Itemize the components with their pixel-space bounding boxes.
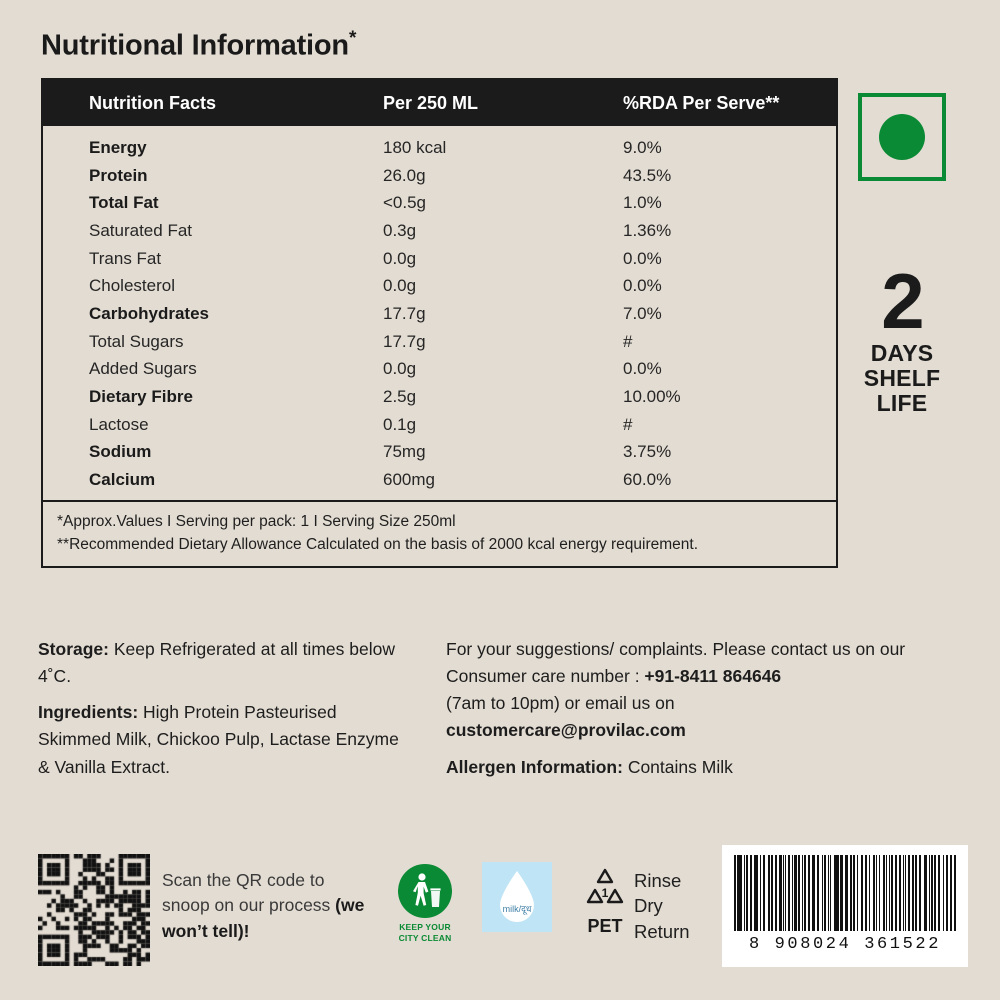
nutrient-rda: 10.00% — [623, 387, 681, 407]
nutrient-name: Dietary Fibre — [89, 387, 193, 407]
footnote-1: *Approx.Values I Serving per pack: 1 I Serving Size 250ml — [57, 512, 456, 530]
page-title-text: Nutritional Information — [41, 29, 349, 62]
nutrient-name: Calcium — [89, 470, 156, 490]
nutrient-name: Lactose — [89, 414, 149, 434]
barcode-bars — [734, 855, 956, 931]
table-row — [89, 162, 836, 190]
page-title — [41, 28, 356, 63]
contact-and-allergen — [446, 636, 976, 790]
nutrient-value: 0.1g — [383, 414, 417, 434]
nutrient-rda: 0.0% — [623, 359, 662, 379]
contact-phone: +91-8411 864646 — [644, 666, 782, 687]
page-title-asterisk: * — [348, 28, 357, 49]
nutrient-value: 0.0g — [383, 359, 417, 379]
nutrient-rda: 9.0% — [623, 137, 662, 157]
column-header-name: Nutrition Facts — [89, 92, 217, 113]
nutrient-value: 17.7g — [383, 303, 426, 323]
keep-clean-line1: KEEP YOUR — [399, 922, 451, 932]
table-row — [89, 466, 836, 494]
table-row — [89, 189, 836, 217]
nutrient-name: Saturated Fat — [89, 220, 193, 240]
nutrient-rda: 43.5% — [623, 165, 672, 185]
nutrient-name: Carbohydrates — [89, 303, 209, 323]
allergen-label: Allergen Information: — [446, 756, 623, 777]
nutrient-value: 600mg — [383, 470, 435, 490]
nutrition-facts-panel — [41, 78, 838, 568]
nutrient-value: 17.7g — [383, 331, 426, 351]
nutrient-name: Added Sugars — [89, 359, 197, 379]
table-row — [89, 439, 836, 467]
nutrient-name: Total Fat — [89, 193, 159, 213]
allergen-paragraph — [446, 754, 976, 781]
shelf-life-number: 2 — [881, 257, 923, 345]
recycle-number: 1 — [601, 886, 609, 900]
milk-droplet-badge — [482, 862, 552, 932]
nutrient-value: 2.5g — [383, 387, 417, 407]
person-bin-glyph — [398, 864, 452, 918]
keep-clean-line2: CITY CLEAN — [398, 932, 452, 943]
nutrient-rda: # — [623, 331, 633, 351]
contact-paragraph — [446, 636, 976, 745]
nutrient-rda: # — [623, 414, 633, 434]
ingredients-text: High Protein Pasteurised Skimmed Milk, Chickoo Pulp, Lactase Enzyme & Vanilla Extract. — [38, 702, 399, 777]
footnote-2: **Recommended Dietary Allowance Calculated on the basis of 2000 kcal energy requirement. — [57, 536, 699, 554]
table-row — [89, 134, 836, 162]
shelf-life-badge — [852, 257, 952, 416]
qr-caption — [162, 868, 387, 944]
nutrient-name: Sodium — [89, 442, 152, 462]
nutrient-value: 180 kcal — [383, 137, 447, 157]
nutrient-name: Energy — [89, 137, 147, 157]
nutrient-value: <0.5g — [383, 193, 427, 213]
water-drop-icon — [482, 862, 552, 932]
nutrient-value: 26.0g — [383, 165, 426, 185]
recycle-line-2: Dry — [634, 895, 663, 917]
table-row — [89, 411, 836, 439]
contact-email: customercare@provilac.com — [446, 720, 686, 741]
table-row — [89, 328, 836, 356]
nutrient-name: Cholesterol — [89, 276, 175, 296]
vegetarian-mark-icon — [858, 93, 946, 181]
table-row — [89, 217, 836, 245]
qr-code-canvas[interactable] — [38, 854, 150, 966]
nutrient-value: 0.0g — [383, 248, 417, 268]
barcode — [722, 845, 968, 967]
contact-hours: (7am to 10pm) or email us on — [446, 693, 675, 714]
pet-label: PET — [587, 916, 623, 936]
table-row — [89, 383, 836, 411]
barcode-digits: 8 908024 361522 — [748, 935, 942, 954]
nutrient-rda: 3.75% — [623, 442, 672, 462]
nutrient-name: Trans Fat — [89, 248, 162, 268]
milk-icon-text: milk/दूध — [502, 904, 532, 914]
ingredients-label: Ingredients: — [38, 702, 139, 723]
nutrient-rda: 7.0% — [623, 303, 662, 323]
recycle-icon — [582, 866, 628, 910]
keep-city-clean-badge — [392, 864, 458, 943]
nutrient-rda: 1.0% — [623, 193, 662, 213]
column-header-per-serving: Per 250 ML — [383, 92, 479, 113]
ingredients-paragraph — [38, 699, 408, 780]
person-bin-icon — [398, 864, 452, 918]
column-header-rda: %RDA Per Serve** — [623, 92, 780, 113]
shelf-life-shelf: SHELF — [863, 365, 941, 391]
pet-recycle-badge — [578, 866, 632, 937]
qr-caption-line2: snoop on our process — [162, 895, 336, 916]
shelf-life-life: LIFE — [876, 390, 928, 416]
storage-label: Storage: — [38, 639, 109, 659]
nutrient-name: Total Sugars — [89, 331, 184, 351]
table-row — [89, 356, 836, 384]
nutrient-rda: 0.0% — [623, 248, 662, 268]
nutrition-table-body — [43, 126, 836, 500]
qr-caption-line1: Scan the QR code to — [162, 870, 325, 890]
storage-and-ingredients — [38, 636, 408, 790]
shelf-life-days: DAYS — [870, 340, 934, 366]
nutrient-rda: 60.0% — [623, 470, 672, 490]
recycle-instructions — [634, 868, 690, 944]
allergen-text: Contains Milk — [622, 756, 733, 777]
contact-intro: For your suggestions/ complaints. Please contact us on our Consumer care number : — [446, 639, 906, 687]
nutrition-table-header — [43, 80, 836, 126]
nutrient-rda: 1.36% — [623, 220, 672, 240]
recycle-line-1: Rinse — [634, 870, 682, 891]
table-row — [89, 300, 836, 328]
table-row — [89, 272, 836, 300]
qr-code[interactable] — [38, 854, 150, 966]
table-row — [89, 245, 836, 273]
nutrient-value: 0.3g — [383, 220, 417, 240]
qr-caption-bold: (we won’t tell)! — [162, 895, 365, 941]
keep-city-clean-label — [392, 922, 458, 943]
nutrition-footnotes — [43, 500, 836, 567]
nutrient-name: Protein — [89, 165, 148, 185]
nutrient-value: 75mg — [383, 442, 426, 462]
storage-text: Keep Refrigerated at all times below 4˚C. — [38, 639, 395, 687]
nutrient-rda: 0.0% — [623, 276, 662, 296]
nutrient-value: 0.0g — [383, 276, 417, 296]
recycle-line-3: Return — [634, 920, 690, 942]
storage-paragraph — [38, 636, 408, 690]
vegetarian-dot — [879, 114, 925, 160]
